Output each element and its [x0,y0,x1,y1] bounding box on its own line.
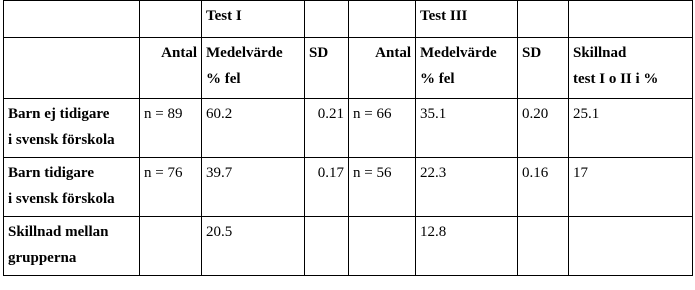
header-row-columns [4,38,693,99]
cell-medelvarde-2: 35.1 [416,99,518,158]
header-medelvarde-2-line2: % fel [420,71,455,87]
header-empty-cell [4,1,140,38]
table-row-difference [4,217,693,276]
header-empty-cell [140,1,202,38]
header-medelvarde-1-line1: Medelvärde [206,45,283,61]
row-label-line2: i svensk förskola [8,191,115,207]
header-antal-1: Antal [140,38,202,99]
cell-sd-2 [518,217,569,276]
cell-antal-2: n = 56 [349,158,416,217]
row-label-line2: i svensk förskola [8,132,115,148]
cell-sd-2: 0.20 [518,99,569,158]
header-skillnad [569,38,693,99]
cell-medelvarde-1: 60.2 [202,99,305,158]
cell-antal-1: n = 76 [140,158,202,217]
header-medelvarde-2 [416,38,518,99]
cell-antal-2 [349,217,416,276]
cell-sd-2: 0.16 [518,158,569,217]
row-label-line2: grupperna [8,250,77,266]
row-label [4,99,140,158]
header-skillnad-line2: test I o II i % [573,71,659,87]
header-empty-cell [518,1,569,38]
cell-antal-2: n = 66 [349,99,416,158]
cell-antal-1: n = 89 [140,99,202,158]
header-empty-cell [569,1,693,38]
results-table [3,0,693,276]
cell-antal-1 [140,217,202,276]
header-medelvarde-1-line2: % fel [206,71,241,87]
row-label [4,217,140,276]
cell-sd-1 [305,217,349,276]
header-empty-cell [4,38,140,99]
row-label [4,158,140,217]
cell-medelvarde-1: 39.7 [202,158,305,217]
table-row [4,99,693,158]
header-medelvarde-1 [202,38,305,99]
row-label-line1: Barn ej tidigare [8,106,110,122]
header-skillnad-line1: Skillnad [573,45,627,61]
cell-skillnad [569,217,693,276]
header-test-1: Test I [202,1,305,38]
header-sd-2: SD [518,38,569,99]
row-label-line1: Skillnad mellan [8,224,109,240]
header-test-3: Test III [416,1,518,38]
cell-sd-1: 0.17 [305,158,349,217]
cell-medelvarde-2: 12.8 [416,217,518,276]
cell-skillnad: 25.1 [569,99,693,158]
cell-medelvarde-2: 22.3 [416,158,518,217]
cell-skillnad: 17 [569,158,693,217]
header-antal-2: Antal [349,38,416,99]
header-empty-cell [305,1,349,38]
header-empty-cell [349,1,416,38]
cell-sd-1: 0.21 [305,99,349,158]
header-sd-1: SD [305,38,349,99]
cell-medelvarde-1: 20.5 [202,217,305,276]
table-row [4,158,693,217]
row-label-line1: Barn tidigare [8,165,94,181]
header-medelvarde-2-line1: Medelvärde [420,45,497,61]
header-row-test [4,1,693,38]
